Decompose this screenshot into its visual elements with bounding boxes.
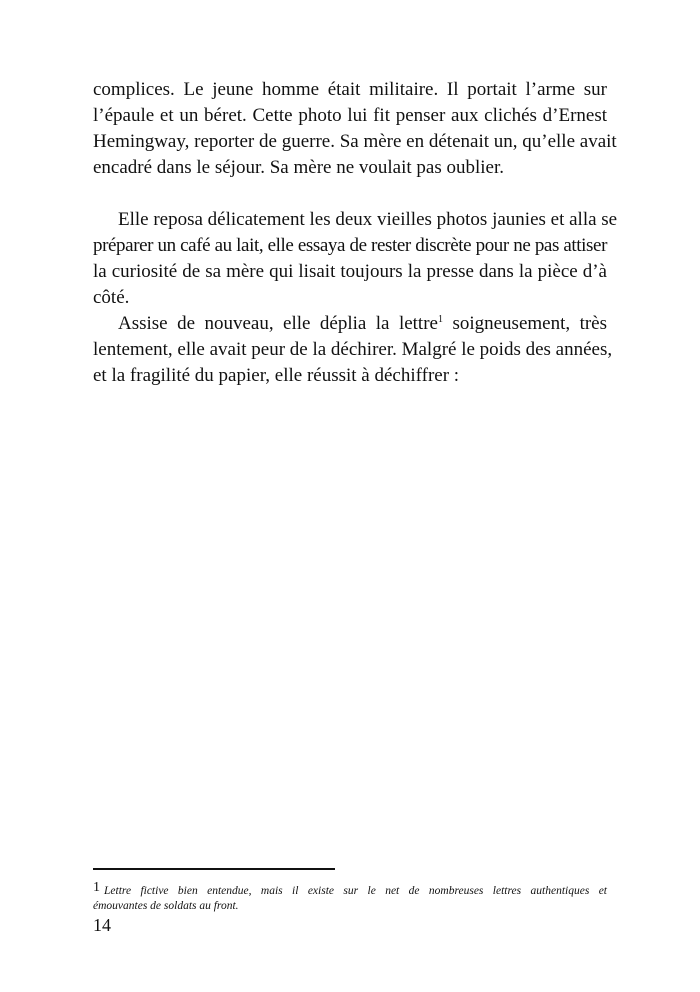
text-line: complices. Le jeune homme était militaire. Il portait l’arme sur <box>93 79 607 100</box>
text-segment: Assise de nouveau, elle déplia la lettre <box>118 313 438 334</box>
footnote-number: 1 <box>93 880 100 895</box>
footnote-line: émouvantes de soldats au front. <box>93 900 239 912</box>
text-line: préparer un café au lait, elle essaya de rester discrète pour ne pas attiser <box>93 235 607 256</box>
footnote-text: Lettre fictive bien entendue, mais il existe sur le net de nombreuses lettres authentiques et <box>104 885 607 897</box>
text-segment: soigneusement, très <box>442 313 607 334</box>
page-number: 14 <box>93 915 111 935</box>
text-line: et la fragilité du papier, elle réussit à déchiffrer : <box>93 365 460 386</box>
text-line: côté. <box>93 287 130 308</box>
text-line: Hemingway, reporter de guerre. Sa mère en détenait un, qu’elle avait <box>93 131 617 152</box>
footnote-separator <box>93 868 335 870</box>
text-line: Elle reposa délicatement les deux vieilles photos jaunies et alla se <box>118 209 618 230</box>
text-line: lentement, elle avait peur de la déchirer. Malgré le poids des années, <box>93 339 613 360</box>
footnote-reference[interactable]: 1 <box>437 314 443 325</box>
text-line: encadré dans le séjour. Sa mère ne voulait pas oublier. <box>93 157 505 178</box>
text-line <box>93 311 607 337</box>
text-line: la curiosité de sa mère qui lisait toujours la presse dans la pièce d’à <box>93 261 607 282</box>
text-line: l’épaule et un béret. Cette photo lui fit penser aux clichés d’Ernest <box>93 105 607 126</box>
